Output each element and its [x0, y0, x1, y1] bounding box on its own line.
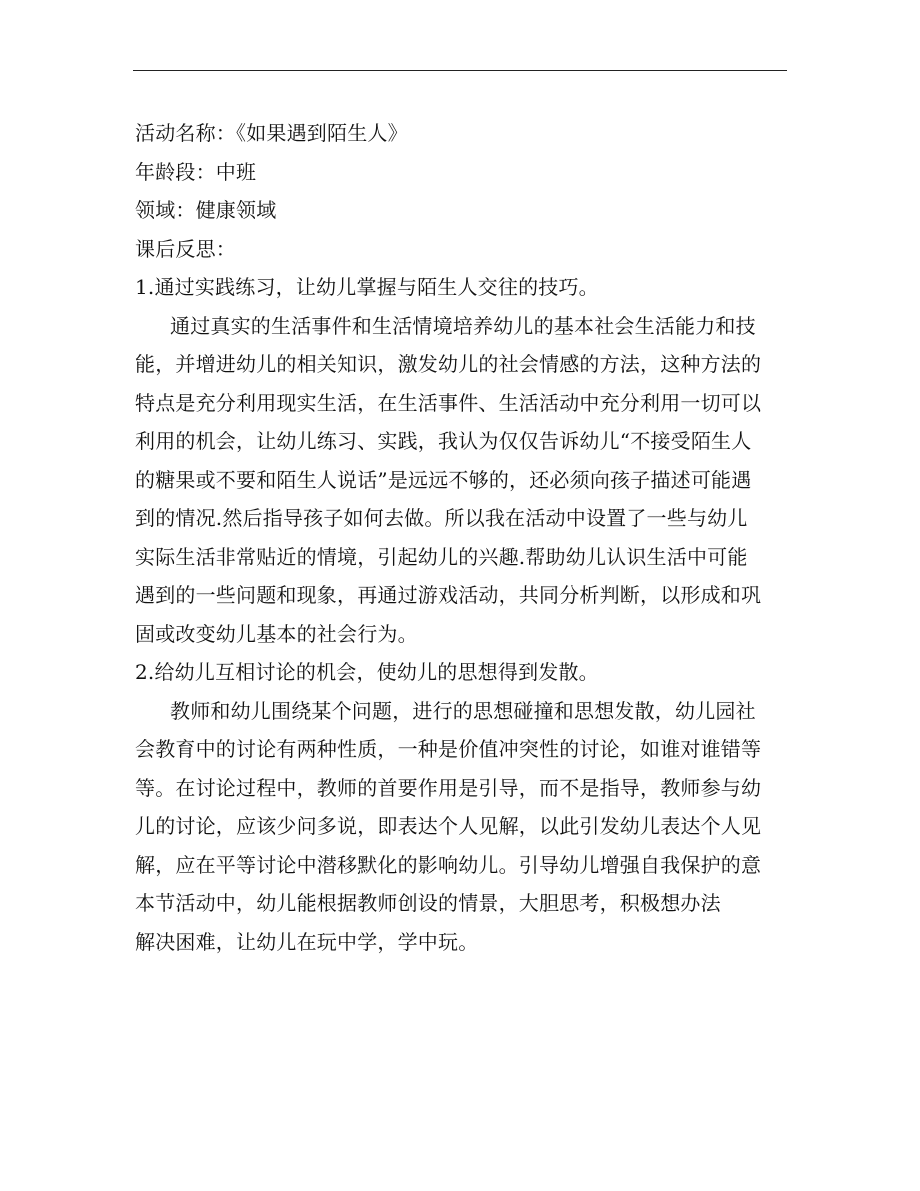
- section-1-line-1: 通过真实的生活事件和生活情境培养幼儿的基本社会生活能力和技: [170, 313, 756, 338]
- age-group: 年龄段：中班: [135, 159, 257, 184]
- header-divider-line: [133, 70, 787, 71]
- domain-field: 领域：健康领域: [135, 198, 277, 222]
- section-2-line-7: 解决困难，让幼儿在玩中学，学中玩。: [135, 929, 479, 954]
- section-1-heading: 1.通过实践练习，让幼儿掌握与陌生人交往的技巧。: [135, 275, 599, 299]
- activity-name: 活动名称：《如果遇到陌生人》: [135, 121, 408, 145]
- document-body: [135, 114, 790, 961]
- section-1-line-6: 到的情况.然后指导孩子如何去做。所以我在活动中设置了一些与幼儿: [135, 506, 748, 530]
- section-1-line-4: 利用的机会，让幼儿练习、实践，我认为仅仅告诉幼儿“不接受陌生人: [135, 429, 752, 453]
- section-1-line-2: 能，并增进幼儿的相关知识，激发幼儿的社会情感的方法，这种方法的: [135, 352, 762, 376]
- section-2-line-6: 本节活动中，幼儿能根据教师创设的情景，大胆思考，积极想办法: [135, 891, 721, 915]
- section-2-line-2: 会教育中的讨论有两种性质，一种是价值冲突性的讨论，如谁对谁错等: [135, 737, 762, 761]
- section-1-line-7: 实际生活非常贴近的情境，引起幼儿的兴趣.帮助幼儿认识生活中可能: [135, 544, 748, 569]
- section-2-line-3: 等。在讨论过程中，教师的首要作用是引导，而不是指导，教师参与幼: [135, 775, 762, 800]
- section-2-line-1: 教师和幼儿围绕某个问题，进行的思想碰撞和思想发散，幼儿园社: [170, 698, 756, 723]
- section-1-line-5: 的糖果或不要和陌生人说话”是远远不够的，还必须向孩子描述可能遇: [135, 467, 752, 492]
- section-2-line-5: 解，应在平等讨论中潜移默化的影响幼儿。引导幼儿增强自我保护的意: [135, 852, 762, 877]
- section-1-line-9: 固或改变幼儿基本的社会行为。: [135, 621, 418, 646]
- section-1-line-3: 特点是充分利用现实生活，在生活事件、生活活动中充分利用一切可以: [135, 390, 762, 415]
- section-2-line-4: 儿的讨论，应该少问多说，即表达个人见解，以此引发幼儿表达个人见: [135, 814, 762, 838]
- reflection-heading: 课后反思：: [135, 236, 236, 261]
- section-2-heading: 2.给幼儿互相讨论的机会，使幼儿的思想得到发散。: [135, 660, 599, 684]
- section-1-line-8: 遇到的一些问题和现象，再通过游戏活动，共同分析判断，以形成和巩: [135, 583, 762, 607]
